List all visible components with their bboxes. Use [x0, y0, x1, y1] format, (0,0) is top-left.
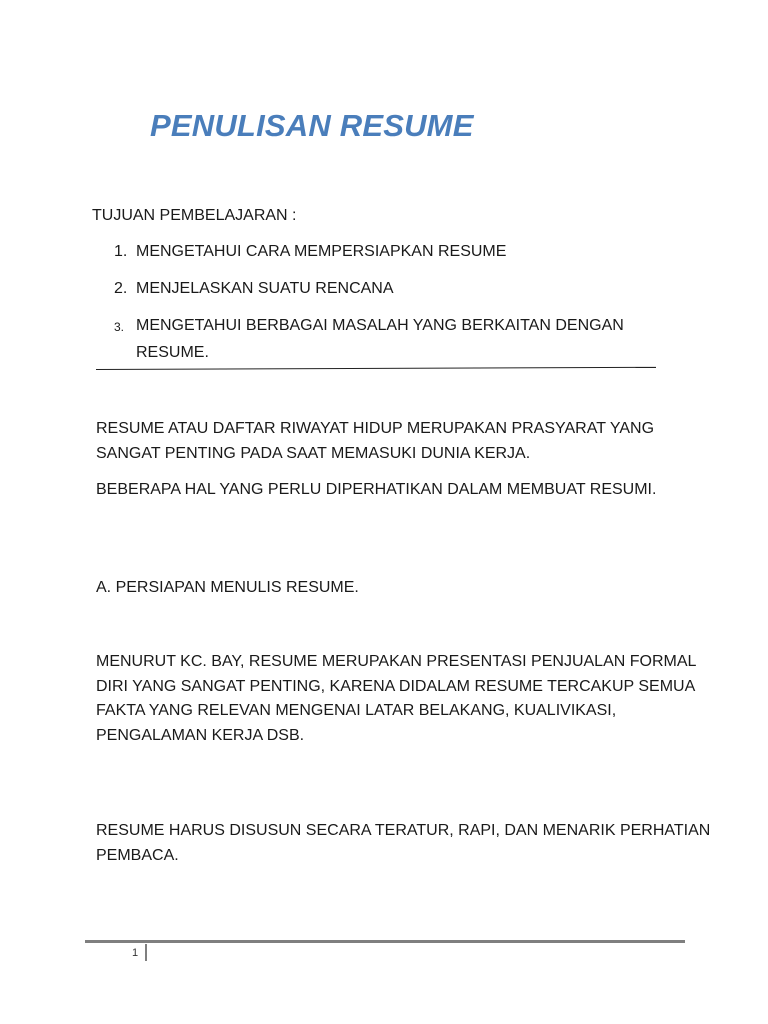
document-title: PENULISAN RESUME	[150, 108, 474, 143]
paragraph: BEBERAPA HAL YANG PERLU DIPERHATIKAN DALAM MEMBUAT RESUMI.	[96, 481, 657, 498]
list-item-text: MENGETAHUI CARA MEMPERSIAPKAN RESUME	[136, 243, 507, 260]
paragraph: RESUME HARUS DISUSUN SECARA TERATUR, RAPI, DAN MENARIK PERHATIAN PEMBACA.	[96, 822, 711, 864]
section-divider	[96, 367, 656, 370]
footer-tick	[145, 944, 147, 961]
list-item-text: MENGETAHUI BERBAGAI MASALAH YANG BERKAITAN DENGAN RESUME.	[136, 317, 624, 361]
paragraph: RESUME ATAU DAFTAR RIWAYAT HIDUP MERUPAKAN PRASYARAT YANG SANGAT PENTING PADA SAAT MEMASUKI DUNIA KERJA.	[96, 420, 655, 462]
footer-divider	[85, 940, 685, 943]
list-item-number: 2.	[114, 280, 128, 297]
objectives-heading: TUJUAN PEMBELAJARAN :	[92, 207, 297, 224]
page-number: 1	[132, 947, 139, 959]
list-item-text: MENJELASKAN SUATU RENCANA	[136, 280, 394, 297]
paragraph: MENURUT KC. BAY, RESUME MERUPAKAN PRESENTASI PENJUALAN FORMAL DIRI YANG SANGAT PENTING, KARENA DIDALAM RESUME TERCAKUP SEMUA FAKTA YANG RELEVAN MENGENAI LATAR BELAKANG, KUALIVIKASI, PENGALAMAN KERJA DSB.	[96, 653, 696, 744]
list-item-number: 3.	[114, 320, 125, 334]
section-heading: A. PERSIAPAN MENULIS RESUME.	[96, 579, 359, 596]
list-item-number: 1.	[114, 243, 128, 260]
